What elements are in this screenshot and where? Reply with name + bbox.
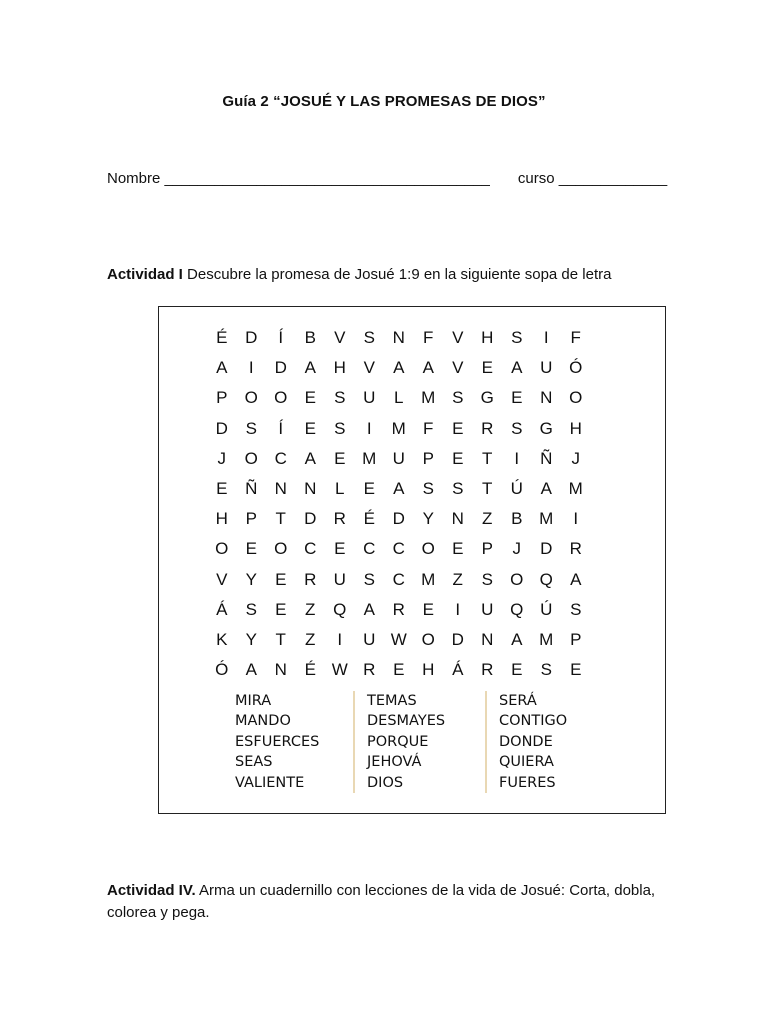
grid-letter: C	[363, 539, 376, 559]
grid-letter: A	[216, 358, 228, 378]
grid-letter: D	[215, 418, 228, 438]
hidden-word: JEHOVÁ	[367, 754, 422, 771]
hidden-word: MANDO	[235, 713, 291, 730]
grid-letter: M	[421, 569, 436, 589]
word-column	[353, 691, 485, 793]
grid-letter: E	[570, 660, 582, 680]
grid-letter: Z	[482, 509, 493, 529]
grid-letter: D	[540, 539, 553, 559]
grid-letter: F	[423, 418, 434, 438]
grid-letter: I	[514, 448, 520, 468]
hidden-word: SERÁ	[499, 693, 537, 709]
grid-letter: E	[422, 599, 434, 619]
grid-letter: Z	[305, 629, 316, 649]
grid-letter: D	[274, 358, 287, 378]
grid-letter: A	[570, 569, 582, 589]
grid-letter: Z	[452, 569, 463, 589]
grid-letter: U	[333, 569, 346, 589]
grid-letter: U	[392, 448, 405, 468]
grid-letter: E	[245, 539, 257, 559]
hidden-word: MIRA	[235, 693, 272, 709]
grid-letter: P	[570, 629, 582, 649]
grid-letter: Ñ	[540, 448, 553, 468]
hidden-word: DONDE	[499, 733, 553, 750]
grid-letter: S	[511, 418, 523, 438]
hidden-word: FUERES	[499, 774, 556, 791]
activity-1-instructions	[107, 264, 667, 286]
word-column	[235, 691, 353, 793]
grid-letter: A	[363, 599, 375, 619]
grid-letter: N	[392, 328, 405, 347]
grid-letter: A	[540, 478, 552, 498]
grid-letter: A	[511, 629, 523, 649]
grid-letter: O	[215, 539, 229, 559]
grid-letter: D	[304, 509, 317, 529]
grid-letter: S	[452, 388, 464, 408]
grid-letter: N	[540, 388, 553, 408]
grid-letter: U	[363, 629, 376, 649]
grid-letter: E	[511, 660, 523, 680]
grid-letter: A	[245, 660, 257, 680]
grid-letter: N	[481, 629, 494, 649]
grid-letter: R	[569, 539, 582, 559]
hidden-word: DESMAYES	[367, 713, 446, 730]
hidden-word: PORQUE	[367, 733, 429, 750]
activity-4-instructions	[107, 880, 667, 924]
word-search-puzzle	[158, 306, 666, 814]
grid-letter: L	[335, 478, 345, 498]
grid-letter: E	[511, 388, 523, 408]
grid-letter: E	[393, 660, 405, 680]
grid-letter: O	[569, 388, 583, 408]
grid-letter: S	[540, 660, 552, 680]
grid-letter: E	[452, 448, 464, 468]
grid-letter: J	[217, 448, 226, 468]
grid-letter: P	[481, 539, 493, 559]
grid-letter: T	[482, 448, 493, 468]
grid-letter: S	[570, 599, 582, 619]
grid-letter: R	[481, 418, 494, 438]
grid-letter: B	[511, 509, 523, 529]
name-line	[107, 170, 667, 187]
grid-letter: A	[422, 358, 434, 378]
grid-letter: M	[421, 388, 436, 408]
grid-letter: E	[275, 599, 287, 619]
grid-letter: E	[363, 478, 375, 498]
grid-letter: P	[216, 388, 228, 408]
activity-4-text: Arma un cuadernillo con lecciones de la vida de Josué: Corta, dobla, colorea y pega.	[107, 882, 656, 921]
grid-letter: N	[304, 478, 317, 498]
grid-letter: S	[422, 478, 434, 498]
grid-letter: L	[394, 388, 404, 408]
grid-letter: Q	[510, 599, 524, 619]
activity-4-label: Actividad IV.	[107, 882, 196, 899]
grid-letter: V	[334, 328, 346, 347]
grid-letter: S	[452, 478, 464, 498]
grid-letter: I	[337, 629, 343, 649]
grid-letter: C	[274, 448, 287, 468]
hidden-word: SEAS	[235, 754, 273, 771]
grid-letter: V	[363, 358, 375, 378]
grid-letter: M	[391, 418, 406, 438]
grid-letter: E	[304, 388, 316, 408]
grid-letter: Í	[278, 328, 284, 347]
grid-letter: K	[216, 629, 228, 649]
grid-letter: M	[539, 509, 554, 529]
grid-letter: I	[366, 418, 372, 438]
hidden-word: CONTIGO	[499, 713, 568, 730]
grid-letter: R	[392, 599, 405, 619]
grid-letter: A	[304, 358, 316, 378]
grid-letter: R	[481, 660, 494, 680]
hidden-word: QUIERA	[499, 754, 554, 771]
grid-letter: B	[304, 328, 316, 347]
hidden-word: VALIENTE	[235, 774, 305, 791]
grid-letter: E	[452, 418, 464, 438]
grid-letter: N	[451, 509, 464, 529]
grid-letter: É	[304, 660, 316, 680]
grid-letter: U	[363, 388, 376, 408]
grid-letter: Ñ	[245, 478, 258, 498]
grid-letter: C	[392, 539, 405, 559]
hidden-word: DIOS	[367, 774, 404, 791]
grid-letter: Q	[539, 569, 553, 589]
grid-letter: O	[421, 629, 435, 649]
grid-letter: I	[248, 358, 254, 378]
grid-letter: Y	[245, 569, 257, 589]
grid-letter: M	[539, 629, 554, 649]
grid-letter: Ó	[569, 358, 583, 378]
grid-letter: Á	[216, 599, 228, 619]
grid-letter: E	[481, 358, 493, 378]
grid-letter: H	[215, 509, 228, 529]
grid-letter: S	[363, 569, 375, 589]
grid-letter: A	[511, 358, 523, 378]
grid-letter: O	[274, 388, 288, 408]
grid-letter: S	[511, 328, 523, 347]
activity-1-text: Descubre la promesa de Josué 1:9 en la siguiente sopa de letra	[182, 266, 612, 283]
grid-letter: E	[334, 539, 346, 559]
grid-letter: H	[569, 418, 582, 438]
grid-letter: J	[571, 448, 580, 468]
activity-1-label: Actividad I	[107, 266, 183, 283]
hidden-word: TEMAS	[367, 693, 417, 709]
grid-letter: I	[573, 509, 579, 529]
name-field-label: Nombre _______________________________________	[107, 170, 490, 187]
grid-letter: N	[274, 660, 287, 680]
grid-letter: P	[422, 448, 434, 468]
grid-letter: A	[393, 358, 405, 378]
grid-letter: Ú	[540, 599, 553, 619]
grid-letter: D	[451, 629, 464, 649]
grid-letter: E	[334, 448, 346, 468]
grid-letter: E	[216, 478, 228, 498]
word-list	[235, 691, 599, 793]
grid-letter: O	[274, 539, 288, 559]
grid-letter: F	[570, 328, 581, 347]
grid-letter: Á	[452, 660, 464, 680]
grid-letter: A	[393, 478, 405, 498]
grid-letter: A	[304, 448, 316, 468]
grid-letter: Z	[305, 599, 316, 619]
grid-letter: R	[333, 509, 346, 529]
grid-letter: T	[275, 509, 286, 529]
grid-letter: E	[275, 569, 287, 589]
grid-letter: S	[481, 569, 493, 589]
grid-letter: V	[452, 328, 464, 347]
grid-letter: D	[392, 509, 405, 529]
grid-letter: M	[362, 448, 377, 468]
grid-letter: Í	[278, 418, 284, 438]
grid-letter: T	[275, 629, 286, 649]
grid-letter: U	[481, 599, 494, 619]
grid-letter: W	[331, 660, 348, 680]
grid-letter: S	[334, 418, 346, 438]
grid-letter: Q	[333, 599, 347, 619]
grid-letter: O	[510, 569, 524, 589]
grid-letter: N	[274, 478, 287, 498]
grid-letter: P	[245, 509, 257, 529]
grid-letter: G	[539, 418, 553, 438]
grid-letter: I	[455, 599, 461, 619]
grid-letter: E	[452, 539, 464, 559]
grid-letter: O	[244, 448, 258, 468]
grid-letter: S	[245, 599, 257, 619]
grid-letter: S	[334, 388, 346, 408]
grid-letter: R	[304, 569, 317, 589]
grid-letter: I	[543, 328, 549, 347]
grid-letter: V	[452, 358, 464, 378]
grid-letter: R	[363, 660, 376, 680]
grid-letter: Ú	[510, 478, 523, 498]
grid-letter: O	[421, 539, 435, 559]
grid-letter: S	[363, 328, 375, 347]
grid-letter: H	[481, 328, 494, 347]
letter-grid	[207, 323, 591, 685]
grid-letter: É	[216, 328, 228, 347]
hidden-word: ESFUERCES	[235, 733, 320, 750]
grid-letter: É	[363, 509, 375, 529]
grid-letter: Y	[422, 509, 434, 529]
grid-letter: M	[568, 478, 583, 498]
grid-letter: W	[390, 629, 407, 649]
grid-letter: Y	[245, 629, 257, 649]
grid-letter: C	[392, 569, 405, 589]
grid-letter: F	[423, 328, 434, 347]
grid-letter: H	[333, 358, 346, 378]
page-title: Guía 2 “JOSUÉ Y LAS PROMESAS DE DIOS”	[222, 93, 546, 110]
course-field-label: curso _____________	[517, 170, 668, 187]
grid-letter: O	[244, 388, 258, 408]
grid-letter: H	[422, 660, 435, 680]
word-column	[485, 691, 599, 793]
grid-letter: J	[512, 539, 521, 559]
grid-letter: E	[304, 418, 316, 438]
grid-letter: G	[480, 388, 494, 408]
grid-letter: T	[482, 478, 493, 498]
grid-letter: S	[245, 418, 257, 438]
grid-letter: V	[216, 569, 228, 589]
grid-letter: Ó	[215, 660, 229, 680]
grid-letter: C	[304, 539, 317, 559]
grid-letter: U	[540, 358, 553, 378]
grid-letter: D	[245, 328, 258, 347]
